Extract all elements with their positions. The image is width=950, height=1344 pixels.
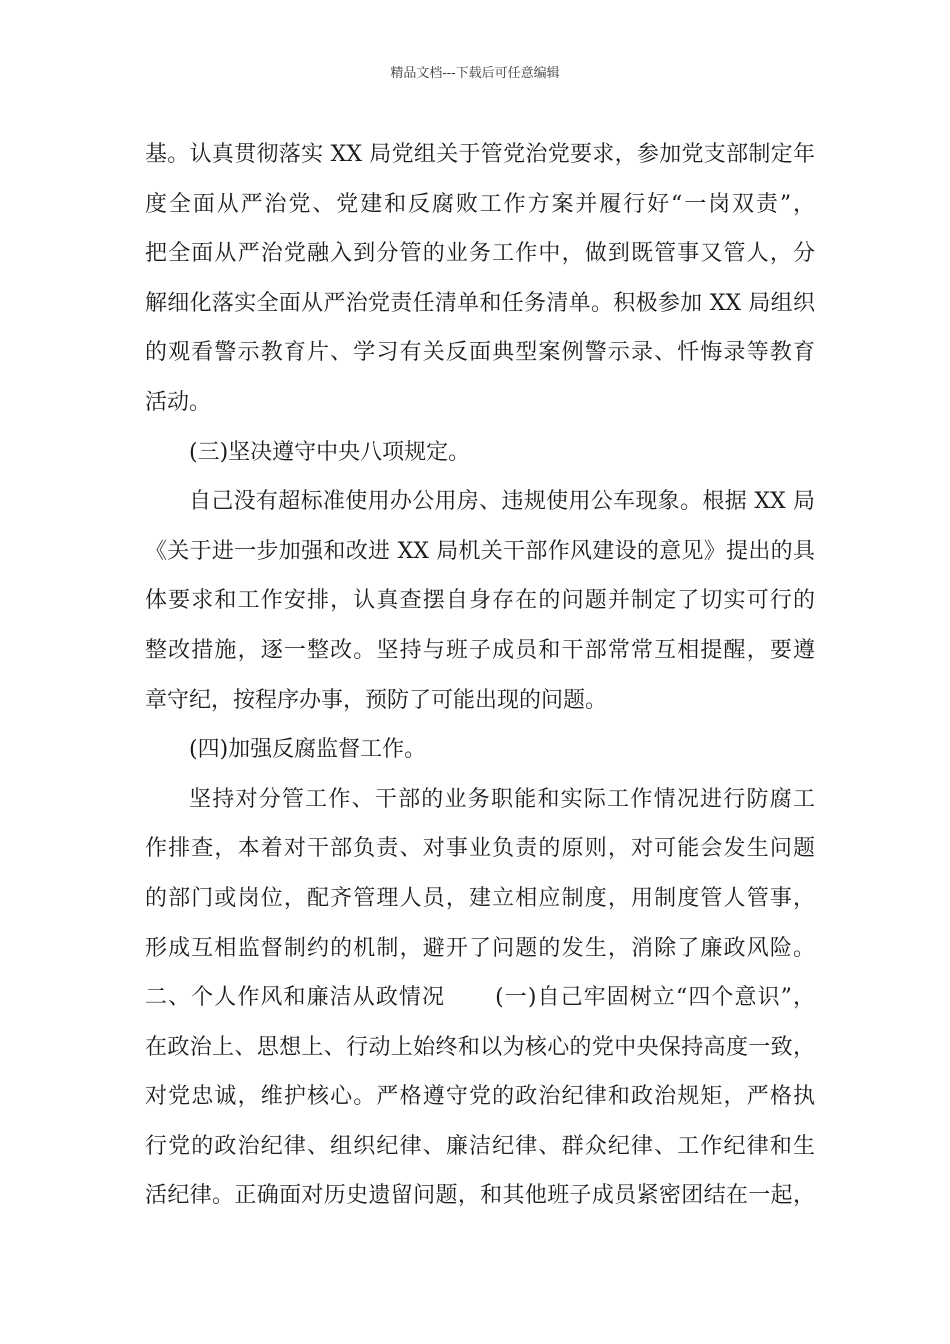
paragraph-line: 行党的政治纪律、组织纪律、廉洁纪律、群众纪律、工作纪律和生 — [145, 1133, 815, 1159]
section-heading-line — [145, 973, 815, 1023]
paragraph-line: 的部门或岗位，配齐管理人员，建立相应制度，用制度管人管事， — [145, 885, 815, 911]
page-header: 精品文档---下载后可任意编辑 — [390, 66, 560, 81]
paragraph-line: 在政治上、思想上、行动上始终和以为核心的党中央保持高度一致， — [145, 1034, 815, 1060]
paragraph-line: 基。认真贯彻落实 XX 局党组关于管党治党要求，参加党支部制定年 — [145, 142, 815, 167]
paragraph-line: 整改措施，逐一整改。坚持与班子成员和干部常常互相提醒，要遵 — [145, 637, 815, 663]
section-heading: (四)加强反腐监督工作。 — [189, 737, 427, 763]
paragraph-line: 度全面从严治党、党建和反腐败工作方案并履行好“一岗双责”， — [145, 191, 815, 217]
paragraph-line: (一)自己牢固树立“四个意识”， — [495, 985, 815, 1011]
paragraph-line: 解细化落实全面从严治党责任清单和任务清单。积极参加 XX 局组织 — [145, 290, 815, 316]
section-heading: 二、个人作风和廉洁从政情况 — [145, 985, 446, 1011]
paragraph-line: 把全面从严治党融入到分管的业务工作中，做到既管事又管人，分 — [145, 241, 815, 267]
document-body — [145, 130, 815, 1221]
paragraph-line: 自己没有超标准使用办公用房、违规使用公车现象。根据 XX 局 — [189, 489, 815, 515]
paragraph-line: 的观看警示教育片、学习有关反面典型案例警示录、忏悔录等教育 — [145, 340, 815, 366]
paragraph-line: 章守纪，按程序办事，预防了可能出现的问题。 — [145, 687, 608, 713]
paragraph-line: 坚持对分管工作、干部的业务职能和实际工作情况进行防腐工 — [189, 786, 815, 812]
section-heading: (三)坚决遵守中央八项规定。 — [189, 439, 471, 465]
paragraph-line: 《关于进一步加强和改进 XX 局机关干部作风建设的意见》提出的具 — [145, 538, 815, 564]
paragraph-line: 对党忠诚，维护核心。严格遵守党的政治纪律和政治规矩，严格执 — [145, 1084, 815, 1110]
paragraph-line: 活纪律。正确面对历史遗留问题，和其他班子成员紧密团结在一起， — [145, 1183, 815, 1209]
paragraph-line: 活动。 — [145, 389, 212, 415]
paragraph-line: 作排查，本着对干部负责、对事业负责的原则，对可能会发生问题 — [145, 836, 815, 862]
paragraph-line: 形成互相监督制约的机制，避开了问题的发生，消除了廉政风险。 — [145, 935, 815, 961]
paragraph-line: 体要求和工作安排，认真查摆自身存在的问题并制定了切实可行的 — [145, 588, 815, 614]
